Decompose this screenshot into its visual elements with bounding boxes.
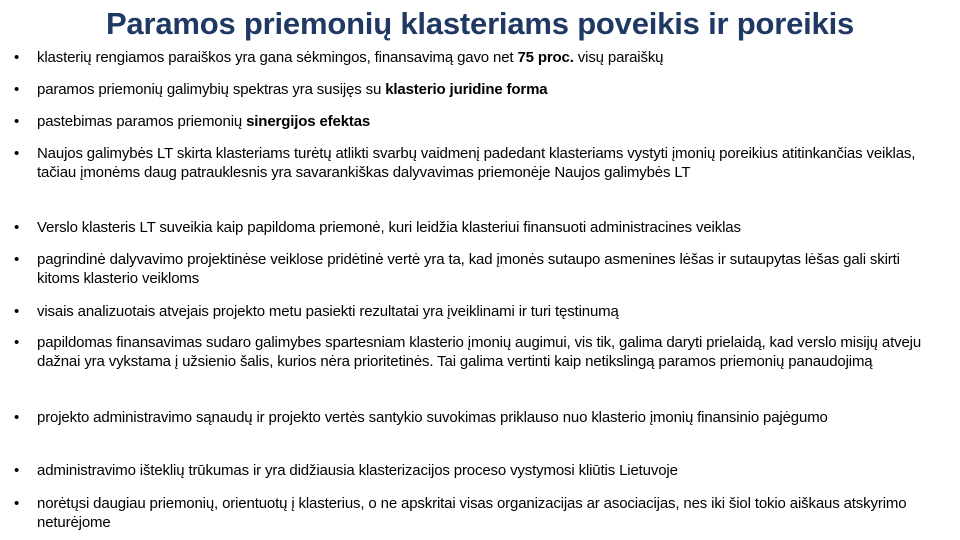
bullet-dot-icon: • [14,303,20,320]
bullet-text: Verslo klasteris LT suveikia kaip papildoma priemonė, kuri leidžia klasteriui finansuoti administracines veiklas [37,219,741,236]
bullet-text: pastebimas paramos priemonių sinergijos efektas [37,113,371,130]
bullet-dot-icon: • [14,409,20,426]
bullet-dot-icon: • [14,49,20,66]
bullet-text: paramos priemonių galimybių spektras yra susijęs su klasterio juridine forma [37,81,548,98]
bullet-dot-icon: • [14,462,20,479]
bullet-text: klasterių rengiamos paraiškos yra gana sėkmingos, finansavimą gavo net 75 proc. visų paraiškų [37,49,664,66]
bullet-dot-icon: • [14,113,20,130]
bullet-dot-icon: • [14,334,20,351]
bullet-dot-icon: • [14,251,20,268]
bullet-text: pagrindinė dalyvavimo projektinėse veiklose pridėtinė vertė yra ta, kad įmonės sutaupo asmenines lėšas ir sutaupytas lėšas gali skirti kitoms klasterio veikloms [37,251,900,287]
bullet-dot-icon: • [14,81,20,98]
bullet-text: visais analizuotais atvejais projekto metu pasiekti rezultatai yra įveiklinami ir turi tęstinumą [37,303,619,320]
slide-title: Paramos priemonių klasteriams poveikis ir poreikis [105,6,855,41]
bullet-text: projekto administravimo sąnaudų ir projekto vertės santykio suvokimas priklauso nuo klasterio įmonių finansinio pajėgumo [37,409,828,426]
bullet-text: Naujos galimybės LT skirta klasteriams turėtų atlikti svarbų vaidmenį padedant klasteriams vystyti įmonių poreikius atitinkančias veiklas, tačiau įmonėms daug patrauklesnis yra savarankiškas dalyvavimas priemonėje Naujos galimybės LT [37,145,916,181]
bullet-text: administravimo išteklių trūkumas ir yra didžiausia klasterizacijos proceso vystymosi kliūtis Lietuvoje [37,462,678,479]
bullet-text: papildomas finansavimas sudaro galimybes spartesniam klasterio įmonių augimui, vis tik, galima daryti prielaidą, kad verslo misijų atveju dažnai yra vykstama į užsienio šalis, kurios nėra prioritetinės. Tai galima vertinti kaip netikslingą paramos priemonių panaudojimą [37,334,922,370]
bullet-text: norėtųsi daugiau priemonių, orientuotų į klasterius, o ne apskritai visas organizacijas ar asociacijas, nes iki šiol tokio aiškaus atskyrimo neturėjome [37,495,907,531]
bullet-dot-icon: • [14,145,20,162]
bullet-dot-icon: • [14,495,20,512]
bullet-dot-icon: • [14,219,20,236]
